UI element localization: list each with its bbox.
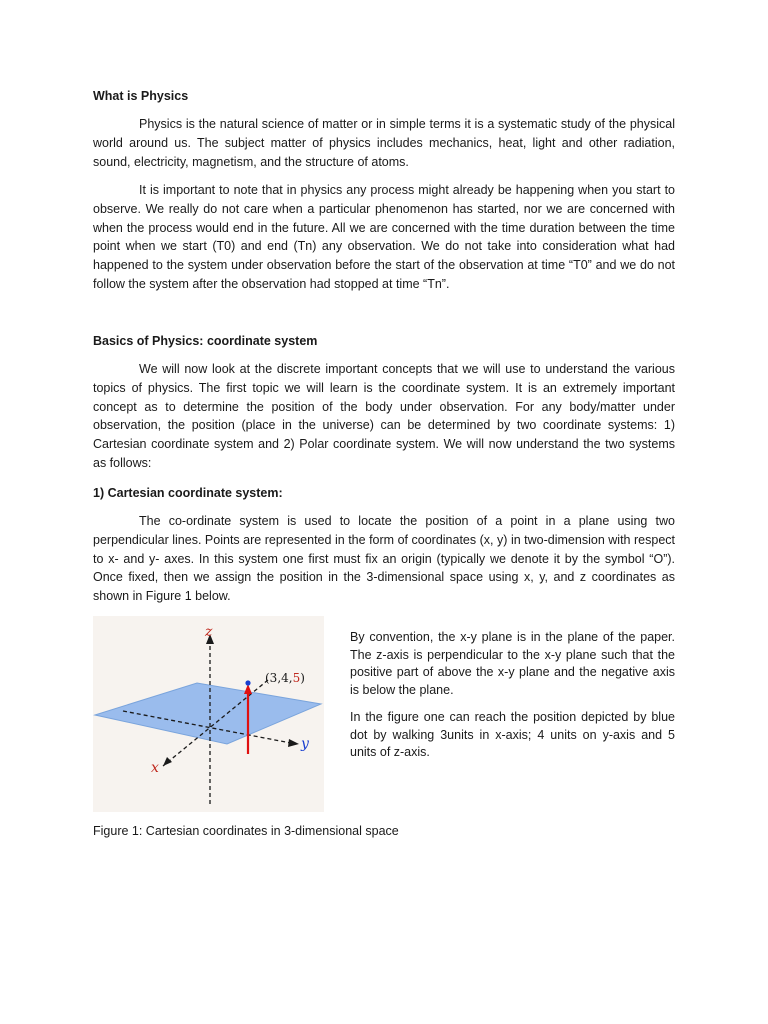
point-coordinate-prefix: (3,4, [265, 671, 293, 685]
y-axis-arrowhead [288, 739, 299, 747]
side-paragraph-convention: By convention, the x-y plane is in the plane of the paper. The z-axis is perpendicular to the x-y plane such that the positive part of above the x-y plane and the negative axis is below the plane. [350, 630, 675, 697]
point-coordinate-z: 5 [292, 671, 301, 685]
paragraph-coordinate-intro: We will now look at the discrete important concepts that we will use to understand the various topics of physics. The first topic we will learn is the coordinate system. It is an extremely important concept as to determine the position of the body under observation. For any body/matter under observation, the position (place in the universe) can be determined by two coordinate systems: 1) Cartesian coordinate system and 2) Polar coordinate system. We will now understand the two systems as follows: [93, 362, 675, 470]
figure-cartesian-3d [93, 616, 324, 812]
y-axis-label: y [301, 736, 309, 752]
cartesian-diagram [93, 616, 324, 812]
x-axis-arrowhead [163, 757, 172, 766]
heading-what-is-physics: What is Physics [93, 89, 189, 103]
z-axis-label: z [205, 624, 213, 640]
paragraph-observation-time: It is important to note that in physics any process might already be happening when you start to observe. We really do not care when a particular phenomenon has started, nor we are concerned with when the process would end in the future. All we are concerned with the time duration between the time point when we start (T0) and end (Tn) any observation. We do not take into consideration what had happened to the system under observation before the start of the observation at time “T0” and we do not follow the system after the observation had stopped at time “Tn”. [93, 183, 675, 291]
point-coordinate-label [265, 671, 305, 685]
xy-plane [95, 683, 321, 744]
paragraph-cartesian-description: The co-ordinate system is used to locate the position of a point in a plane using two perpendicular lines. Points are represented in the form of coordinates (x, y) in two-dimension with respect to x- and y- axes. In this system one first must fix an origin (typically we denote it by the symbol “O”). Once fixed, then we assign the position in the 3-dimensional space using x, y, and z coordinates as shown in Figure 1 below. [93, 514, 675, 604]
paragraph-physics-definition: Physics is the natural science of matter or in simple terms it is a systematic study of the physical world around us. The subject matter of physics includes mechanics, heat, light and other radiation, sound, electricity, magnetism, and the structure of atoms. [93, 117, 675, 169]
side-paragraph-walking: In the figure one can reach the position depicted by blue dot by walking 3units in x-axis; 4 units on y-axis and 5 units of z-axis. [350, 710, 675, 759]
figure-caption: Figure 1: Cartesian coordinates in 3-dimensional space [93, 824, 399, 838]
point-dot [245, 680, 250, 685]
x-axis-label: x [151, 760, 159, 776]
heading-cartesian: 1) Cartesian coordinate system: [93, 486, 283, 500]
point-coordinate-suffix: ) [300, 671, 305, 685]
heading-coordinate-system: Basics of Physics: coordinate system [93, 334, 318, 348]
